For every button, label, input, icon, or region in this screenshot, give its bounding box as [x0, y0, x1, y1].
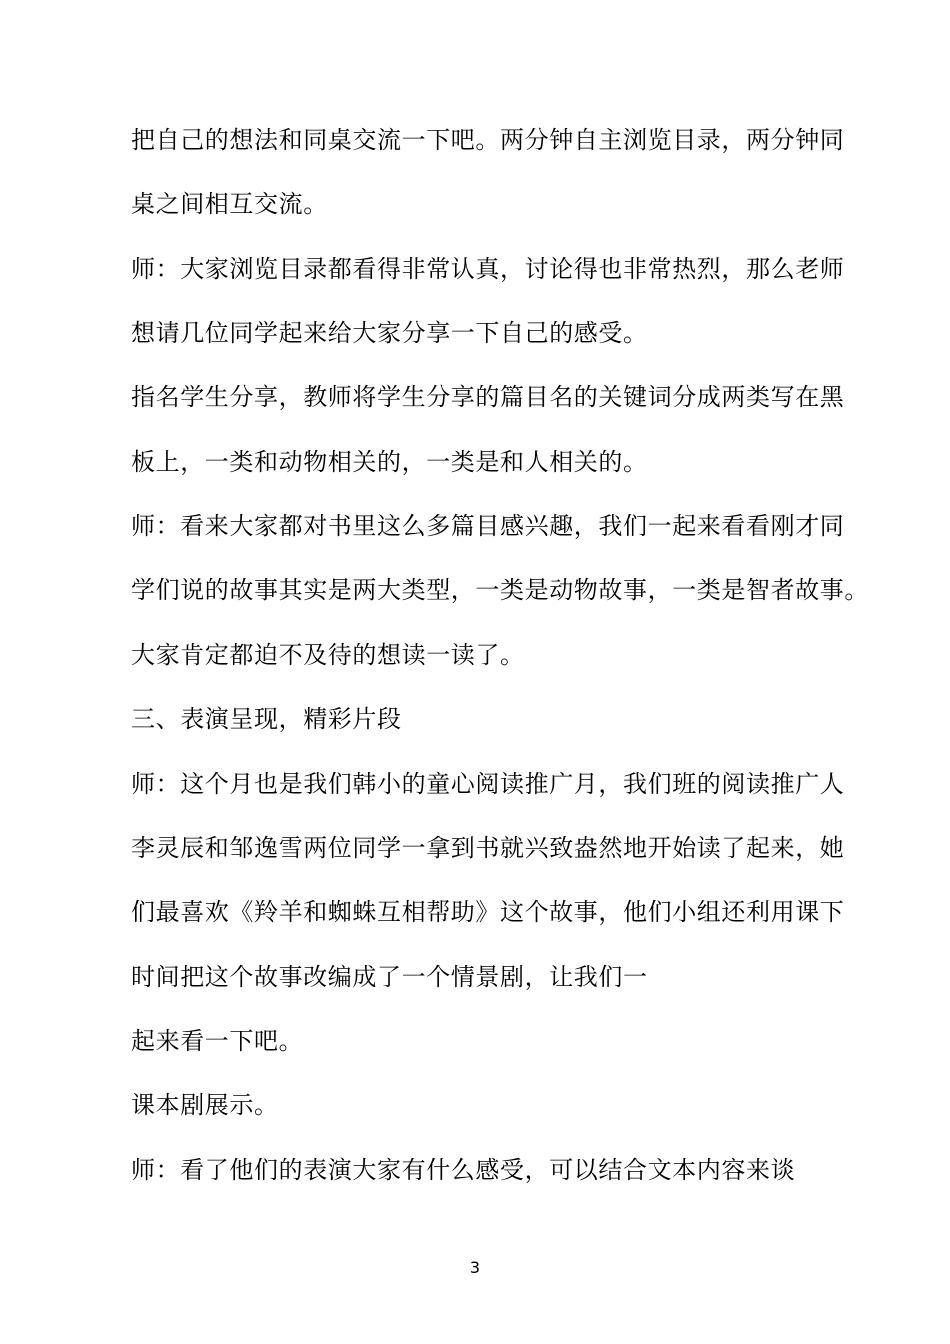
- text-line: 师：大家浏览目录都看得非常认真，讨论得也非常热烈，那么老师: [131, 255, 845, 283]
- text-line: 起来看一下吧。: [131, 1027, 304, 1055]
- text-line: 桌之间相互交流。: [131, 190, 328, 218]
- section-heading: 三、表演呈现，精彩片段: [131, 705, 402, 733]
- text-line: 们最喜欢《羚羊和蜘蛛互相帮助》这个故事，他们小组还利用课下: [131, 898, 845, 926]
- text-line: 师：看了他们的表演大家有什么感受，可以结合文本内容来谈: [131, 1156, 796, 1184]
- text-line: 大家肯定都迫不及待的想读一读了。: [131, 641, 525, 669]
- text-line: 指名学生分享，教师将学生分享的篇目名的关键词分成两类写在黑: [131, 383, 845, 411]
- text-line: 学们说的故事其实是两大类型，一类是动物故事，一类是智者故事。: [131, 576, 869, 604]
- text-line: 时间把这个故事改编成了一个情景剧，让我们一: [131, 963, 648, 991]
- text-line: 把自己的想法和同桌交流一下吧。两分钟自主浏览目录，两分钟同: [131, 126, 845, 154]
- text-line: 课本剧展示。: [131, 1091, 279, 1119]
- text-line: 师：看来大家都对书里这么多篇目感兴趣，我们一起来看看刚才同: [131, 512, 845, 540]
- page-number: 3: [469, 1258, 481, 1277]
- text-line: 李灵辰和邹逸雪两位同学一拿到书就兴致盎然地开始读了起来，她: [131, 834, 845, 862]
- text-line: 想请几位同学起来给大家分享一下自己的感受。: [131, 319, 648, 347]
- text-line: 师：这个月也是我们韩小的童心阅读推广月，我们班的阅读推广人: [131, 770, 845, 798]
- text-line: 板上，一类和动物相关的，一类是和人相关的。: [131, 448, 648, 476]
